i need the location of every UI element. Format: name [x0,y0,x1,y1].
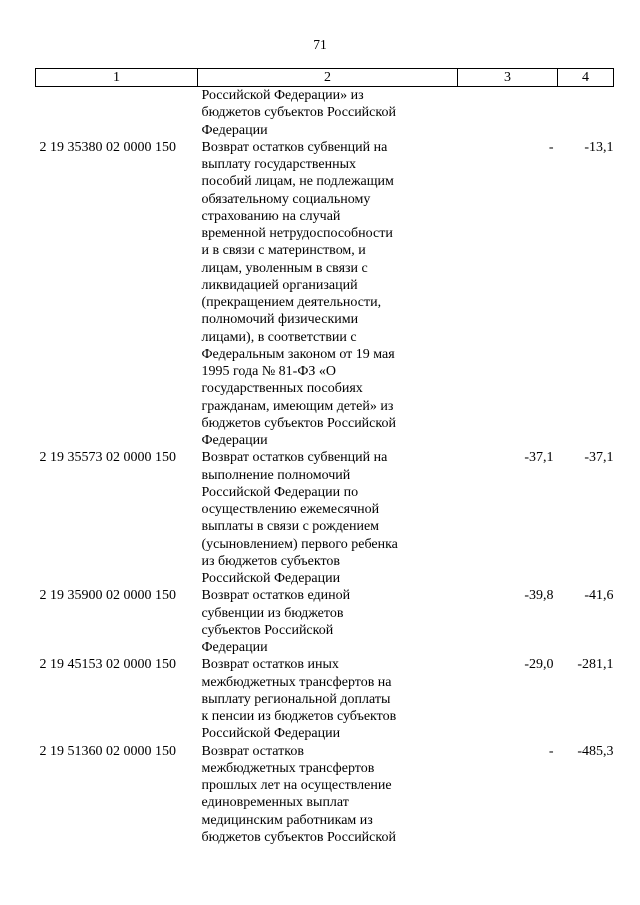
row-col3-value [458,87,558,139]
header-row [36,69,614,87]
row-col3-value: -37,1 [524,450,554,466]
row-description: Возврат остатков иных межбюджетных трансфертов на выплату региональной доплаты к пенсии из бюджетов субъектов Российской Федерации [201,657,397,742]
table-row [36,139,614,450]
row-description: Возврат остатков межбюджетных трансфертов прошлых лет на осуществление единовременных выплат медицинским работникам из бюджетов субъектов Российской [201,743,396,845]
row-col4-value: -13,1 [584,139,614,155]
row-code: 2 19 45153 02 0000 150 [39,657,176,673]
table-row [36,656,614,742]
row-col4-value: -37,1 [584,450,614,466]
table-header [36,69,614,87]
row-col3-value: -39,8 [524,588,554,604]
row-description: Российской Федерации» из бюджетов субъектов Российской Федерации [201,88,396,138]
row-code: 2 19 35380 02 0000 150 [39,139,176,155]
header-col-1: 1 [36,69,198,87]
table-row [36,743,614,847]
row-description: Возврат остатков единой субвенции из бюджетов субъектов Российской Федерации [201,588,351,655]
row-col4-value [558,87,614,139]
table-row [36,587,614,656]
row-code: 2 19 35900 02 0000 150 [39,588,176,604]
table-row [36,87,614,139]
row-col3-value: - [548,139,554,155]
row-code [36,87,198,139]
header-col-2: 2 [198,69,458,87]
row-col4-value: -485,3 [577,743,614,759]
row-description: Возврат остатков субвенций на выплату государственных пособий лицам, не подлежащим обязательному социальному страхованию на случай временной нетрудоспособности и в связи с материнством, и лицам, уволенным в связи с ликвидацией организаций (прекращением деятельности, полномочий физическими лицами), в соответствии с Федеральным законом от 19 мая 1995 года № 81-ФЗ «О государственных пособиях гражданам, имеющим детей» из бюджетов субъектов Российской Федерации [201,139,396,448]
table-row [36,449,614,587]
row-code: 2 19 51360 02 0000 150 [39,743,176,759]
budget-table [35,68,614,846]
header-col-3: 3 [458,69,558,87]
row-description: Возврат остатков субвенций на выполнение полномочий Российской Федерации по осуществлению ежемесячной выплаты в связи с рождением (усыновлением) первого ребенка из бюджетов субъектов Российской Федерации [201,450,398,586]
row-col3-value: - [548,743,554,759]
row-code: 2 19 35573 02 0000 150 [39,450,176,466]
row-col3-value: -29,0 [524,657,554,673]
row-col4-value: -41,6 [584,588,614,604]
page-number: 71 [313,37,327,52]
row-col4-value: -281,1 [577,657,614,673]
header-col-4: 4 [558,69,614,87]
table-body [36,87,614,847]
